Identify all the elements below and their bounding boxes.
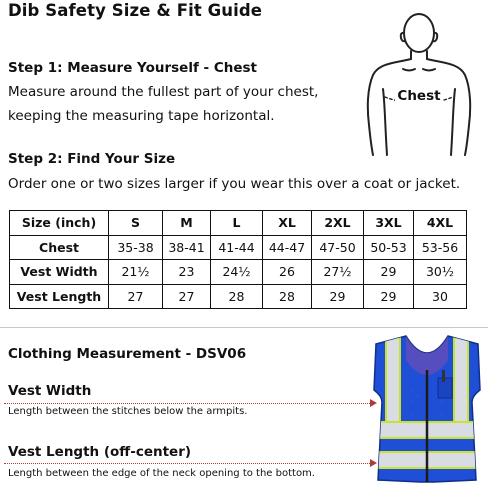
vest-width-measure-line: [4, 403, 370, 404]
table-header-row: [10, 211, 467, 236]
table-cell: 26: [263, 260, 312, 285]
vest-width-title: Vest Width: [8, 383, 92, 399]
table-header-cell: 4XL: [414, 211, 467, 236]
step1-heading: Step 1: Measure Yourself - Chest: [8, 60, 257, 76]
table-cell: 50-53: [364, 235, 414, 260]
step1-line1: Measure around the fullest part of your chest,: [8, 84, 319, 100]
table-cell: 29: [312, 284, 364, 309]
section-divider: [0, 327, 488, 328]
table-cell: 27: [163, 284, 211, 309]
table-cell: 30½: [414, 260, 467, 285]
table-cell: 38-41: [163, 235, 211, 260]
table-header-cell: 3XL: [364, 211, 414, 236]
clothing-heading: Clothing Measurement - DSV06: [8, 346, 247, 362]
safety-vest-image: [368, 330, 486, 486]
table-header-cell: XL: [263, 211, 312, 236]
step1-line2: keeping the measuring tape horizontal.: [8, 108, 275, 124]
table-header-cell: Size (inch): [10, 211, 109, 236]
table-cell: 41-44: [211, 235, 263, 260]
table-row: [10, 260, 467, 285]
step2-heading: Step 2: Find Your Size: [8, 151, 176, 167]
page-title: Dib Safety Size & Fit Guide: [8, 1, 263, 20]
table-cell: 30: [414, 284, 467, 309]
size-table: [9, 210, 467, 309]
table-cell: 28: [211, 284, 263, 309]
table-cell: 24½: [211, 260, 263, 285]
vest-width-description: Length between the stitches below the armpits.: [8, 406, 248, 417]
vest-length-description: Length between the edge of the neck opening to the bottom.: [8, 468, 315, 479]
table-cell: 53-56: [414, 235, 467, 260]
vest-length-measure-line: [4, 463, 370, 464]
table-cell: 28: [263, 284, 312, 309]
row-label-vest-length: Vest Length: [10, 284, 109, 309]
table-cell: 29: [364, 260, 414, 285]
table-cell: 27: [109, 284, 163, 309]
table-row: [10, 284, 467, 309]
row-label-vest-width: Vest Width: [10, 260, 109, 285]
vest-length-title: Vest Length (off-center): [8, 444, 192, 460]
chest-label: Chest: [397, 88, 441, 104]
table-row: [10, 235, 467, 260]
table-header-cell: M: [163, 211, 211, 236]
table-header-cell: 2XL: [312, 211, 364, 236]
table-cell: 35-38: [109, 235, 163, 260]
table-cell: 23: [163, 260, 211, 285]
table-cell: 21½: [109, 260, 163, 285]
step2-line1: Order one or two sizes larger if you wear this over a coat or jacket.: [8, 176, 461, 192]
table-header-cell: L: [211, 211, 263, 236]
table-cell: 27½: [312, 260, 364, 285]
table-cell: 47-50: [312, 235, 364, 260]
table-header-cell: S: [109, 211, 163, 236]
body-outline-figure: [355, 5, 483, 165]
table-cell: 44-47: [263, 235, 312, 260]
table-cell: 29: [364, 284, 414, 309]
row-label-chest: Chest: [10, 235, 109, 260]
